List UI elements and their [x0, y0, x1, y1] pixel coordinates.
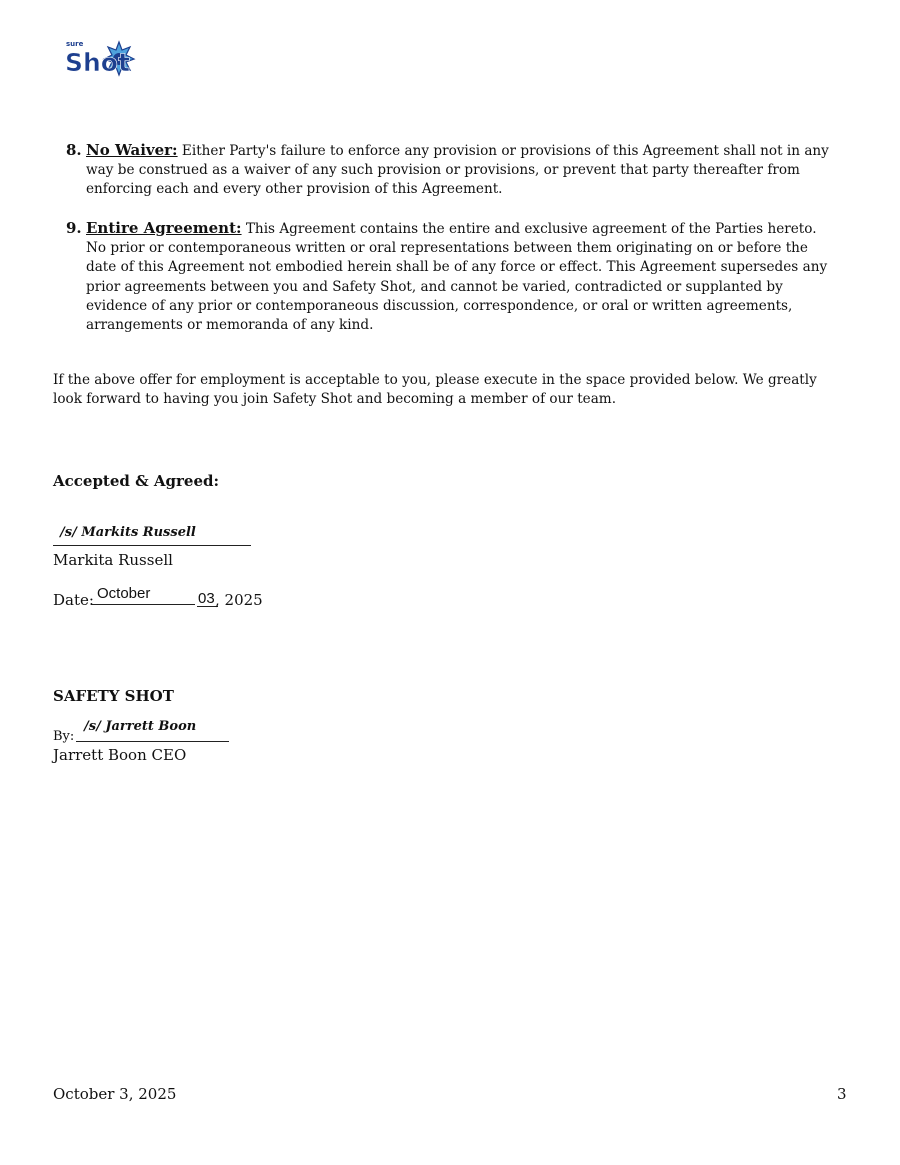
- date-month: October: [97, 585, 151, 602]
- clause-heading: No Waiver:: [86, 141, 178, 159]
- signer-name-title: Jarrett Boon CEO: [53, 746, 187, 764]
- employee-signature-line: [53, 545, 251, 546]
- clause-text: Either Party's failure to enforce any provision or provisions of this Agreement shall not in any way be construed as a waiver of any such provision or provisions, or prevent that party thereafter from enforcing each and every other provision of this Agreement.: [86, 143, 829, 198]
- employee-name: Markita Russell: [53, 551, 173, 569]
- date-year: , 2025: [215, 591, 263, 609]
- clause-number: 8.: [66, 141, 82, 159]
- footer-date: October 3, 2025: [53, 1085, 177, 1103]
- date-label: Date:: [53, 591, 94, 609]
- offer-paragraph: If the above offer for employment is acceptable to you, please execute in the space provided below. We greatly look forward to having you join Safety Shot and becoming a member of our team.: [53, 372, 817, 408]
- by-label: By:: [53, 729, 75, 744]
- employee-signature: /s/ Markits Russell: [60, 525, 196, 540]
- company-signature-line: [76, 741, 229, 742]
- clause-heading: Entire Agreement:: [86, 219, 242, 237]
- clause-no-waiver: [66, 141, 838, 200]
- logo-small-text: sure: [66, 40, 84, 48]
- page-number: 3: [837, 1085, 847, 1103]
- logo-mark: [64, 38, 140, 80]
- clause-entire-agreement: [66, 219, 838, 335]
- company-signature: /s/ Jarrett Boon: [84, 719, 197, 734]
- company-logo: [64, 38, 140, 80]
- date-month-line: [92, 604, 195, 605]
- clause-number: 9.: [66, 219, 82, 237]
- clause-text: This Agreement contains the entire and exclusive agreement of the Parties hereto. No prior or contemporaneous written or oral representations between them originating on or before the date of this Agreement not embodied herein shall be of any force or effect. This Agreement supersedes any prior agreements between you and Safety Shot, and cannot be varied, contradicted or supplanted by evidence of any prior or contemporaneous discussion, correspondence, or oral or written agreements, arrangements or memoranda of any kind.: [86, 221, 828, 334]
- date-day: 03: [198, 590, 215, 607]
- accepted-heading: Accepted & Agreed:: [53, 472, 220, 490]
- logo-main-text: Shot: [65, 48, 130, 77]
- company-heading: SAFETY SHOT: [53, 687, 174, 705]
